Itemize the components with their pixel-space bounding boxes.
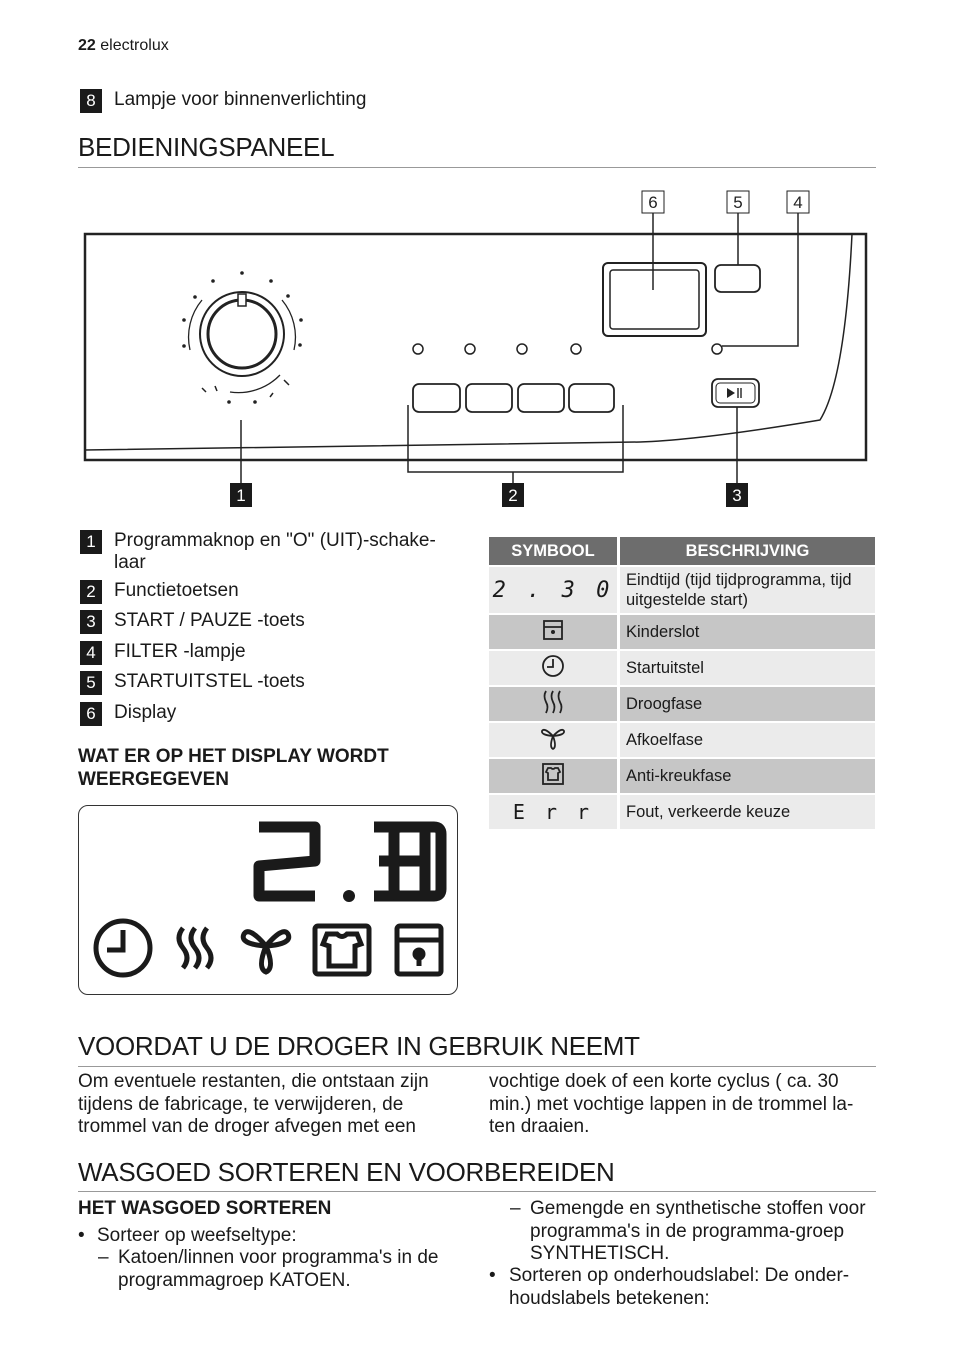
item-number: 5 [80, 671, 102, 695]
error-icon: E r r [489, 794, 619, 830]
item-number: 1 [80, 530, 102, 554]
item-label: Display [114, 702, 177, 723]
section-divider [78, 167, 876, 168]
row-description: Droogfase [619, 686, 876, 722]
row-description: Kinderslot [619, 614, 876, 650]
start-pause-button [712, 379, 759, 407]
item-label: STARTUITSTEL -toets [114, 671, 305, 692]
table-row [489, 686, 875, 722]
legend-item-6 [80, 702, 176, 726]
item-number: 8 [80, 89, 102, 113]
header-symbol: SYMBOOL [489, 537, 619, 566]
legend-item-2 [80, 580, 239, 604]
display-example [78, 805, 458, 995]
display-heading: WAT ER OP HET DISPLAY WORDT WEERGEGEVEN [78, 746, 389, 790]
row-description: Startuitstel [619, 650, 876, 686]
item-number: 3 [80, 610, 102, 634]
table-row [489, 722, 875, 758]
fan-icon [243, 932, 289, 972]
digits-icon: 2 . 3 0 [489, 566, 619, 614]
item-number: 4 [80, 641, 102, 665]
dash-text: Katoen/linnen voor programma's in de programmagroep KATOEN. [118, 1247, 439, 1291]
bullet-item: • Sorteren op onderhoudslabel: De onder-houdslabels betekenen: [489, 1265, 875, 1310]
symbol-table [489, 537, 875, 831]
subsection-title: HET WASGOED SORTEREN [78, 1198, 332, 1219]
item-label: Functietoetsen [114, 580, 239, 601]
paragraph-col1: Om eventuele restanten, die ontstaan zijn tijdens de fabricage, te verwijderen, de trommel van de droger afvegen met een [78, 1071, 429, 1137]
program-knob [182, 271, 303, 404]
delay-start-button [715, 265, 760, 292]
table-row [489, 650, 875, 686]
item-number: 6 [80, 702, 102, 726]
child-lock-icon [489, 614, 619, 650]
svg-text:4: 4 [793, 193, 803, 212]
table-row [489, 758, 875, 794]
section-divider [78, 1066, 876, 1067]
dash-item: – Gemengde en synthetische stoffen voor programma's in de programma-groep SYNTHETISCH. [510, 1198, 875, 1266]
svg-text:2: 2 [508, 486, 518, 505]
section-title-bedieningspaneel: BEDIENINGSPANEEL [78, 132, 335, 162]
callout-3 [726, 483, 748, 507]
dash-text: Gemengde en synthetische stoffen voor programma's in de programma-groep SYNTHETISCH. [530, 1198, 866, 1264]
item-label: START / PAUZE -toets [114, 610, 305, 631]
legend-item-4 [80, 641, 246, 665]
page-number: 22 [78, 37, 96, 54]
drying-icon [179, 928, 211, 968]
bullet-text: Sorteren op onderhoudslabel: De onder-houdslabels betekenen: [509, 1265, 850, 1309]
table-row [489, 566, 875, 614]
table-row [489, 614, 875, 650]
drying-icon [489, 686, 619, 722]
table-header-row [489, 537, 875, 566]
callout-5 [727, 191, 749, 213]
row-description: Afkoelfase [619, 722, 876, 758]
svg-text:5: 5 [733, 193, 743, 212]
row-description: Anti-kreukfase [619, 758, 876, 794]
svg-text:1: 1 [236, 486, 246, 505]
section-divider [78, 1191, 876, 1192]
legend-item-8 [80, 89, 366, 113]
fan-icon [489, 722, 619, 758]
svg-text:3: 3 [732, 486, 742, 505]
paragraph-col2: vochtige doek of een korte cyclus ( ca. 30 min.) met vochtige lappen in de trommel la-ten draaien. [489, 1071, 854, 1137]
row-description: Eindtijd (tijd tijdprogramma, tijd uitgestelde start) [619, 566, 876, 614]
table-row [489, 794, 875, 830]
callout-1 [230, 483, 252, 507]
function-buttons [413, 384, 614, 412]
section-title-wasgoed: WASGOED SORTEREN EN VOORBEREIDEN [78, 1157, 615, 1187]
row-description: Fout, verkeerde keuze [619, 794, 876, 830]
bullet-text: Sorteer op weefseltype: [97, 1225, 297, 1246]
header-description: BESCHRIJVING [619, 537, 876, 566]
dash-item: – Katoen/linnen voor programma's in de programmagroep KATOEN. [98, 1247, 468, 1292]
page-header [78, 37, 169, 55]
anti-crease-icon [315, 926, 369, 974]
callout-6 [642, 191, 664, 213]
display-window [603, 263, 706, 336]
callout-4 [787, 191, 809, 213]
item-label: Programmaknop en "O" (UIT)-schake-laar [114, 530, 436, 573]
legend-item-5 [80, 671, 305, 695]
legend-item-1 [80, 530, 460, 574]
child-lock-icon [397, 926, 441, 974]
anti-crease-icon [489, 758, 619, 794]
display-time-digits [259, 827, 425, 896]
item-label: Lampje voor binnenverlichting [114, 89, 367, 110]
control-panel-diagram [0, 185, 954, 515]
item-label: FILTER -lampje [114, 641, 246, 662]
clock-icon [489, 650, 619, 686]
item-number: 2 [80, 580, 102, 604]
section-title-voordat: VOORDAT U DE DROGER IN GEBRUIK NEEMT [78, 1031, 640, 1061]
clock-icon [96, 921, 150, 975]
indicator-leds [413, 344, 722, 354]
svg-text:6: 6 [648, 193, 658, 212]
legend-item-3 [80, 610, 305, 634]
brand-name: electrolux [100, 37, 169, 54]
callout-2 [502, 483, 524, 507]
